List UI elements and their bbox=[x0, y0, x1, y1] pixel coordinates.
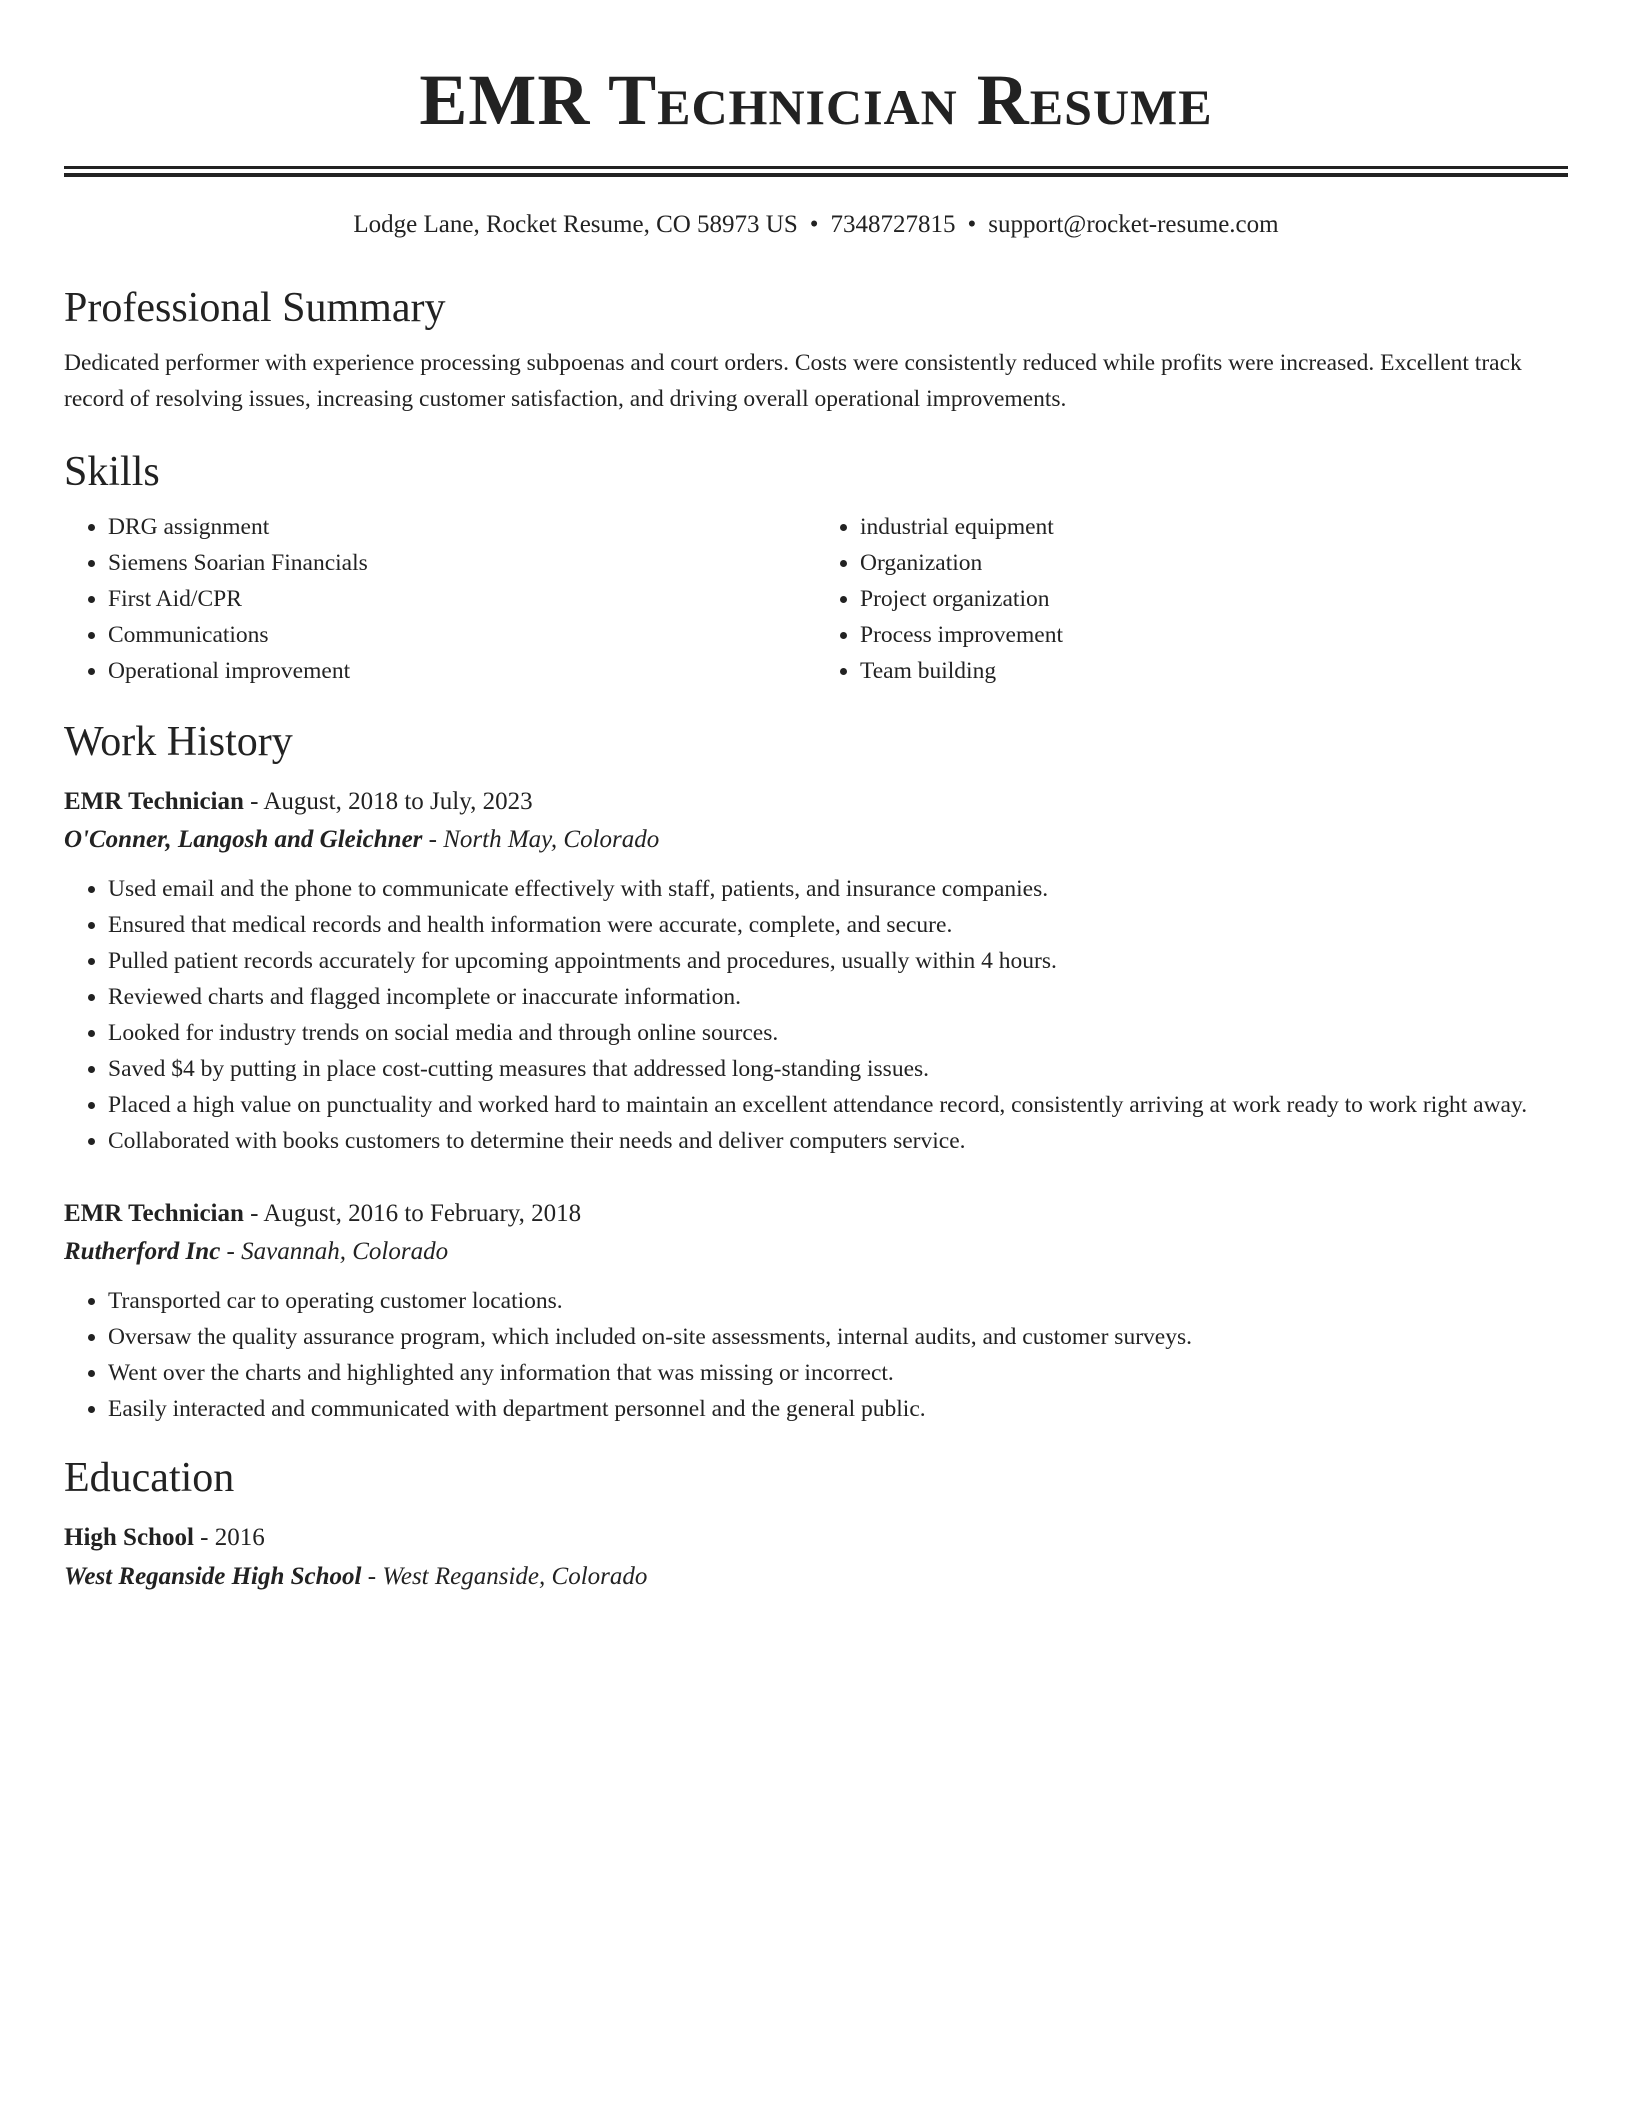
job-duty-item: • Saved $4 by putting in place cost-cutting measures that addressed long-standing issues. bbox=[108, 1051, 1568, 1087]
job-duties bbox=[64, 1283, 1568, 1427]
skills-left-list bbox=[64, 509, 816, 689]
skill-item: • Project organization bbox=[860, 581, 1568, 617]
job-header bbox=[64, 783, 1568, 821]
education-header bbox=[64, 1519, 1568, 1557]
job-duty-item: • Oversaw the quality assurance program, which included on-site assessments, internal audits, and customer surveys. bbox=[108, 1319, 1568, 1355]
job-duty-item: • Looked for industry trends on social media and through online sources. bbox=[108, 1015, 1568, 1051]
contact-separator: • bbox=[967, 211, 977, 238]
skill-item: • Team building bbox=[860, 653, 1568, 689]
contact-phone: 7348727815 bbox=[830, 211, 956, 238]
summary-section bbox=[64, 283, 1568, 417]
education-degree: High School bbox=[64, 1524, 194, 1551]
education-heading: Education bbox=[64, 1455, 235, 1501]
education-institution bbox=[64, 1557, 1568, 1597]
job-duty-item: • Collaborated with books customers to determine their needs and deliver computers service. bbox=[108, 1123, 1568, 1159]
job-duty-item: • Ensured that medical records and health information were accurate, complete, and secure. bbox=[108, 907, 1568, 943]
job-header bbox=[64, 1195, 1568, 1233]
contact-email: support@rocket-resume.com bbox=[988, 211, 1279, 238]
job-entry bbox=[64, 1195, 1568, 1427]
education-school: West Reganside High School bbox=[64, 1563, 362, 1590]
title-divider bbox=[64, 166, 1568, 177]
skill-item: • First Aid/CPR bbox=[108, 581, 816, 617]
job-title: EMR Technician bbox=[64, 788, 244, 815]
contact-line bbox=[64, 209, 1568, 241]
skills-right-list bbox=[816, 509, 1568, 689]
job-duty-item: • Pulled patient records accurately for upcoming appointments and procedures, usually within 4 hours. bbox=[108, 943, 1568, 979]
skill-item: • Organization bbox=[860, 545, 1568, 581]
work-history-heading: Work History bbox=[64, 719, 293, 765]
job-duty-item: • Easily interacted and communicated with department personnel and the general public. bbox=[108, 1391, 1568, 1427]
contact-separator: • bbox=[809, 211, 819, 238]
skills-heading: Skills bbox=[64, 449, 160, 495]
job-location: - North May, Colorado bbox=[422, 826, 660, 853]
job-title: EMR Technician bbox=[64, 1200, 244, 1227]
contact-address: Lodge Lane, Rocket Resume, CO 58973 US bbox=[353, 211, 798, 238]
resume-title: EMR Technician Resume bbox=[419, 60, 1213, 140]
skill-item: • DRG assignment bbox=[108, 509, 816, 545]
job-employer bbox=[64, 821, 1568, 859]
job-dates: - August, 2018 to July, 2023 bbox=[243, 788, 533, 815]
skill-item: • Process improvement bbox=[860, 617, 1568, 653]
job-company: O'Conner, Langosh and Gleichner bbox=[64, 826, 423, 853]
job-company: Rutherford Inc bbox=[64, 1238, 221, 1265]
work-history-section bbox=[64, 717, 1568, 1427]
job-duty-item: • Went over the charts and highlighted any information that was missing or incorrect. bbox=[108, 1355, 1568, 1391]
skills-section bbox=[64, 447, 1568, 689]
job-duties bbox=[64, 871, 1568, 1159]
summary-heading: Professional Summary bbox=[64, 285, 446, 331]
education-section bbox=[64, 1453, 1568, 1597]
job-duty-item: • Transported car to operating customer locations. bbox=[108, 1283, 1568, 1319]
skill-item: • Siemens Soarian Financials bbox=[108, 545, 816, 581]
skills-columns bbox=[64, 509, 1568, 689]
skill-item: • industrial equipment bbox=[860, 509, 1568, 545]
job-dates: - August, 2016 to February, 2018 bbox=[243, 1200, 582, 1227]
job-duty-item: • Used email and the phone to communicate effectively with staff, patients, and insurance companies. bbox=[108, 871, 1568, 907]
skill-item: • Communications bbox=[108, 617, 816, 653]
summary-text: Dedicated performer with experience processing subpoenas and court orders. Costs were consistently reduced while profits were increased. Excellent track record of resolving issues, increasing customer satisfaction, and driving overall operational improvements. bbox=[64, 350, 1522, 412]
job-duty-item: • Reviewed charts and flagged incomplete or inaccurate information. bbox=[108, 979, 1568, 1015]
skill-item: • Operational improvement bbox=[108, 653, 816, 689]
job-employer bbox=[64, 1233, 1568, 1271]
job-location: - Savannah, Colorado bbox=[220, 1238, 449, 1265]
job-duty-item: • Placed a high value on punctuality and worked hard to maintain an excellent attendance record, consistently arriving at work ready to work right away. bbox=[108, 1087, 1568, 1123]
education-location: - West Reganside, Colorado bbox=[361, 1563, 648, 1590]
education-year: - 2016 bbox=[193, 1524, 265, 1551]
job-entry bbox=[64, 783, 1568, 1159]
